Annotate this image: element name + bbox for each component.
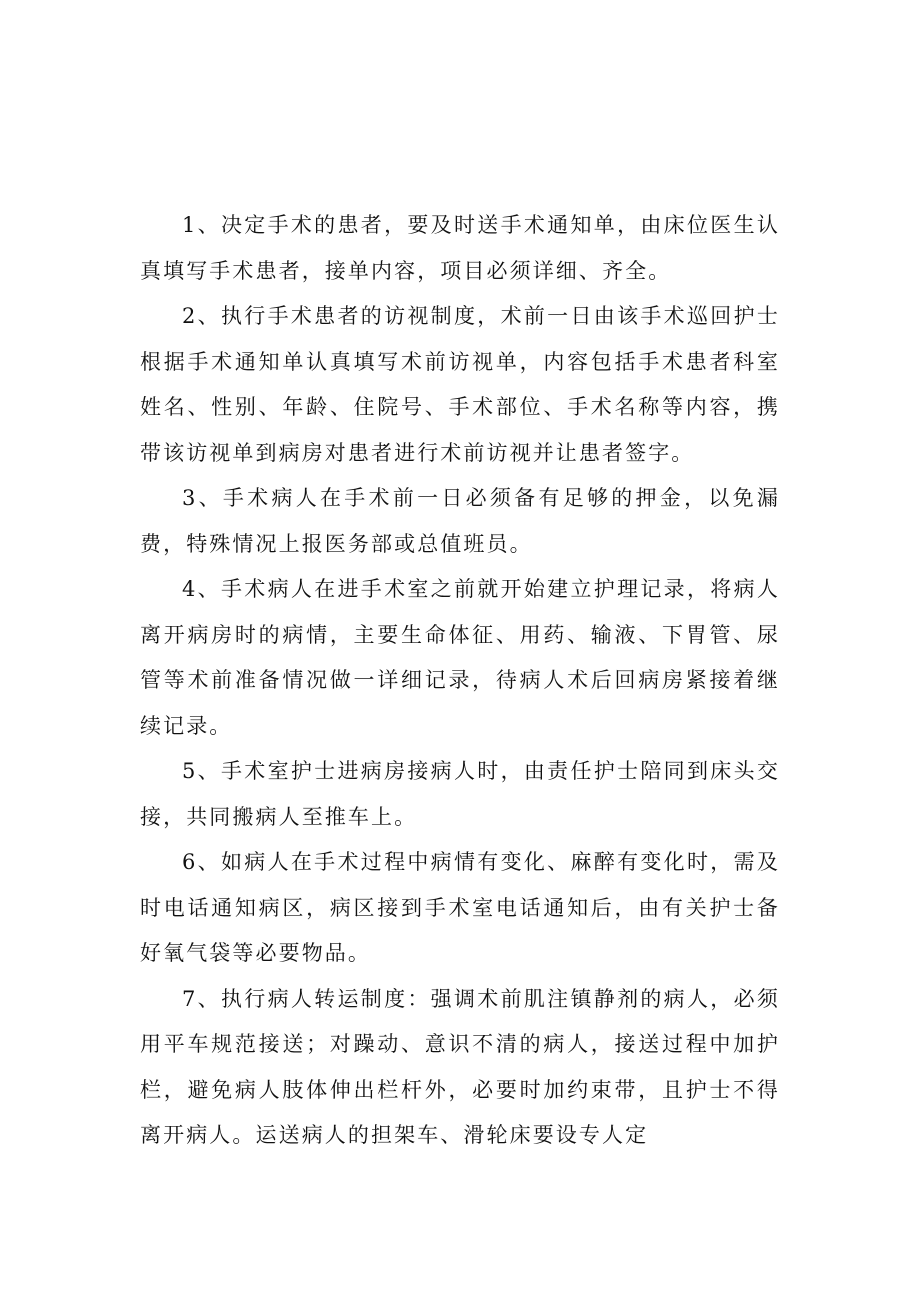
paragraph-4: 4、手术病人在进手术室之前就开始建立护理记录，将病人离开病房时的病情，主要生命体征、用药、输液、下胃管、尿管等术前准备情况做一详细记录，待病人术后回病房紧接着继续记录。 [140, 577, 780, 738]
paragraph-7: 7、执行病人转运制度：强调术前肌注镇静剂的病人，必须用平车规范接送；对躁动、意识不清的病人，接送过程中加护栏，避免病人肢体伸出栏杆外，必要时加约束带，且护士不得离开病人。运送病人的担架车、滑轮床要设专人定 [140, 986, 780, 1147]
paragraph-6: 6、如病人在手术过程中病情有变化、麻醉有变化时，需及时电话通知病区，病区接到手术室电话通知后，由有关护士备好氧气袋等必要物品。 [140, 850, 780, 965]
paragraph-5: 5、手术室护士进病房接病人时，由责任护士陪同到床头交接，共同搬病人至推车上。 [140, 759, 780, 829]
paragraph-2: 2、执行手术患者的访视制度，术前一日由该手术巡回护士根据手术通知单认真填写术前访视单，内容包括手术患者科室姓名、性别、年龄、住院号、手术部位、手术名称等内容，携带该访视单到病房对患者进行术前访视并让患者签字。 [140, 304, 780, 465]
paragraph-3: 3、手术病人在手术前一日必须备有足够的押金，以免漏费，特殊情况上报医务部或总值班员。 [140, 486, 780, 556]
paragraph-1: 1、决定手术的患者，要及时送手术通知单，由床位医生认真填写手术患者，接单内容，项目必须详细、齐全。 [140, 213, 780, 283]
document-body [140, 203, 780, 1159]
